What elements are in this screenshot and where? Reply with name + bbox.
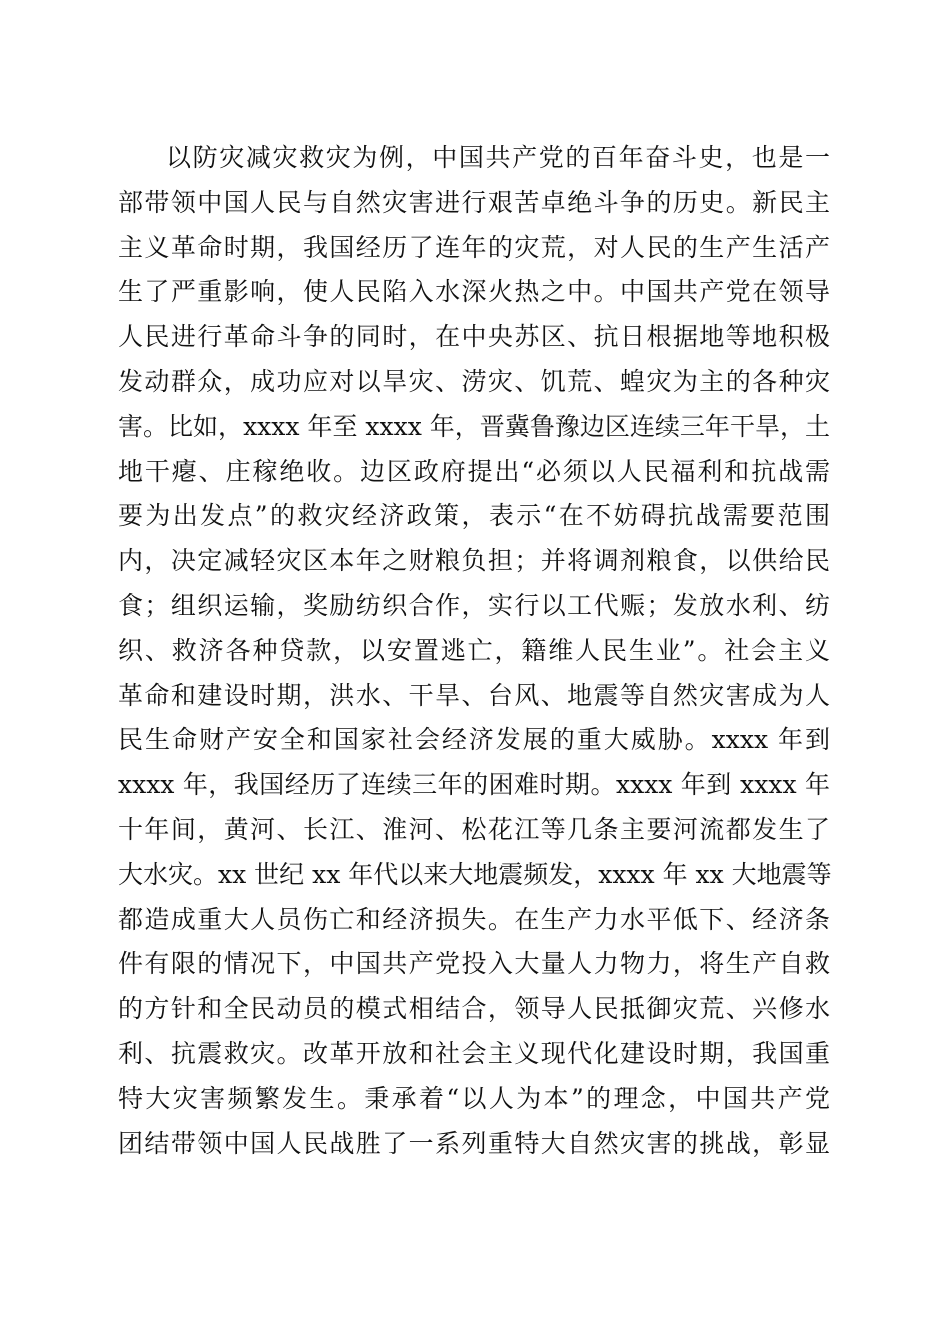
paragraph-line: 民生命财产安全和国家社会经济发展的重大威胁。xxxx 年到 xyxy=(118,725,830,755)
paragraph-line: 主义革命时期，我国经历了连年的灾荒，对人民的生产生活产 xyxy=(118,232,830,262)
paragraph-line: 织、救济各种贷款，以安置逃亡，籍维人民生业”。社会主义 xyxy=(118,635,830,665)
paragraph-line: 团结带领中国人民战胜了一系列重特大自然灾害的挑战，彰显 xyxy=(118,1128,830,1158)
paragraph-line: 内，决定减轻灾区本年之财粮负担；并将调剂粮食，以供给民 xyxy=(118,546,830,576)
paragraph-line: xxxx 年，我国经历了连续三年的困难时期。xxxx 年到 xxxx 年 xyxy=(118,770,830,800)
paragraph-line: 地干瘪、庄稼绝收。边区政府提出“必须以人民福利和抗战需 xyxy=(118,456,830,486)
paragraph-line: 利、抗震救灾。改革开放和社会主义现代化建设时期，我国重 xyxy=(118,1038,830,1068)
paragraph-line: 革命和建设时期，洪水、干旱、台风、地震等自然灾害成为人 xyxy=(118,680,830,710)
paragraph-line: 部带领中国人民与自然灾害进行艰苦卓绝斗争的历史。新民主 xyxy=(118,187,830,217)
paragraph-line: 生了严重影响，使人民陷入水深火热之中。中国共产党在领导 xyxy=(118,277,830,307)
paragraph-line: 发动群众，成功应对以旱灾、涝灾、饥荒、蝗灾为主的各种灾 xyxy=(118,366,830,396)
paragraph-line: 以防灾减灾救灾为例，中国共产党的百年奋斗史，也是一 xyxy=(166,143,830,172)
paragraph-line: 大水灾。xx 世纪 xx 年代以来大地震频发，xxxx 年 xx 大地震等 xyxy=(118,859,832,889)
body-paragraph xyxy=(118,136,830,1166)
paragraph-line: 食；组织运输，奖励纺织合作，实行以工代赈；发放水利、纺 xyxy=(118,590,830,620)
paragraph-line: 害。比如，xxxx 年至 xxxx 年，晋冀鲁豫边区连续三年干旱，土 xyxy=(118,411,830,441)
paragraph-line: 人民进行革命斗争的同时，在中央苏区、抗日根据地等地积极 xyxy=(118,322,830,352)
paragraph-line: 十年间，黄河、长江、淮河、松花江等几条主要河流都发生了 xyxy=(118,814,830,844)
paragraph-line: 的方针和全民动员的模式相结合，领导人民抵御灾荒、兴修水 xyxy=(118,994,830,1024)
paragraph-line: 件有限的情况下，中国共产党投入大量人力物力，将生产自救 xyxy=(118,949,830,979)
paragraph-line: 特大灾害频繁发生。秉承着“以人为本”的理念，中国共产党 xyxy=(118,1083,830,1113)
paragraph-line: 要为出发点”的救灾经济政策，表示“在不妨碍抗战需要范围 xyxy=(118,501,830,531)
paragraph-line: 都造成重大人员伤亡和经济损失。在生产力水平低下、经济条 xyxy=(118,904,830,934)
